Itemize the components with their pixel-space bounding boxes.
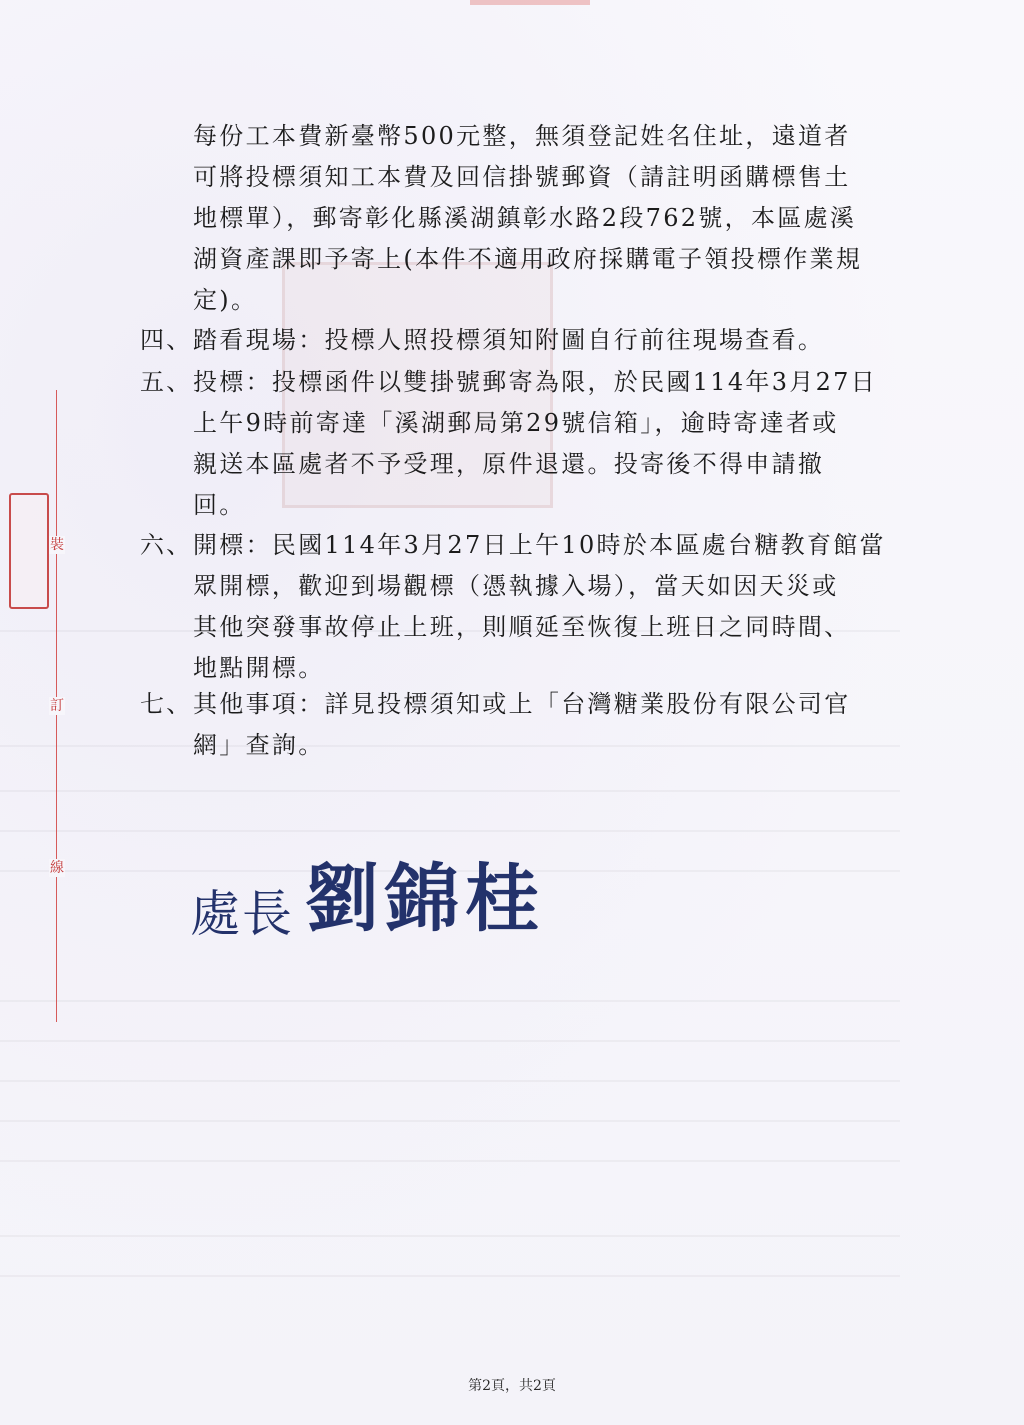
item-label: 四、 — [140, 326, 193, 354]
red-seal-stamp — [9, 493, 49, 609]
body-line: 地標單），郵寄彰化縣溪湖鎮彰水路2段762號，本區處溪 — [193, 204, 857, 232]
signature-title: 處長 — [190, 885, 294, 943]
item-line: 其他事項：詳見投標須知或上「台灣糖業股份有限公司官 — [193, 690, 851, 718]
item-line: 其他突發事故停止上班，則順延至恢復上班日之同時間、 — [193, 613, 851, 641]
item-body — [193, 684, 851, 766]
binding-char-zhuang: 裝 — [50, 537, 64, 553]
binding-char-ding: 訂 — [50, 698, 64, 714]
item-line: 親送本區處者不予受理，原件退還。投寄後不得申請撤 — [193, 450, 825, 478]
item-line: 投標：投標函件以雙掛號郵寄為限，於民國114年3月27日 — [193, 368, 878, 396]
binding-char-xian: 線 — [50, 860, 64, 876]
body-line: 可將投標須知工本費及回信掛號郵資（請註明函購標售土 — [193, 163, 851, 191]
body-line: 每份工本費新臺幣500元整，無須登記姓名住址，遠道者 — [193, 122, 851, 150]
item-line: 開標：民國114年3月27日上午10時於本區處台糖教育館當 — [193, 531, 886, 559]
item-body — [193, 320, 824, 361]
item-body — [193, 525, 886, 689]
item-line: 踏看現場：投標人照投標須知附圖自行前往現場查看。 — [193, 326, 825, 354]
continuation-paragraph — [193, 116, 862, 321]
item-body — [193, 362, 877, 526]
item-label: 六、 — [140, 531, 193, 559]
body-line: 湖資產課即予寄上(本件不適用政府採購電子領投標作業規 — [193, 245, 863, 273]
page-number: 第2頁，共2頁 — [468, 1378, 556, 1394]
item-line: 眾開標，歡迎到場觀標（憑執據入場），當天如因天災或 — [193, 572, 839, 600]
body-line: 定)。 — [193, 286, 258, 314]
item-line: 網」查詢。 — [193, 731, 325, 759]
director-signature-stamp — [190, 840, 545, 950]
item-line: 地點開標。 — [193, 654, 325, 682]
item-label: 七、 — [140, 690, 193, 718]
item-line: 回。 — [193, 491, 246, 519]
signature-name: 劉錦桂 — [305, 856, 546, 942]
top-stamp-fragment — [470, 0, 590, 5]
item-line: 上午9時前寄達「溪湖郵局第29號信箱」，逾時寄達者或 — [193, 409, 839, 437]
item-label: 五、 — [140, 368, 193, 396]
